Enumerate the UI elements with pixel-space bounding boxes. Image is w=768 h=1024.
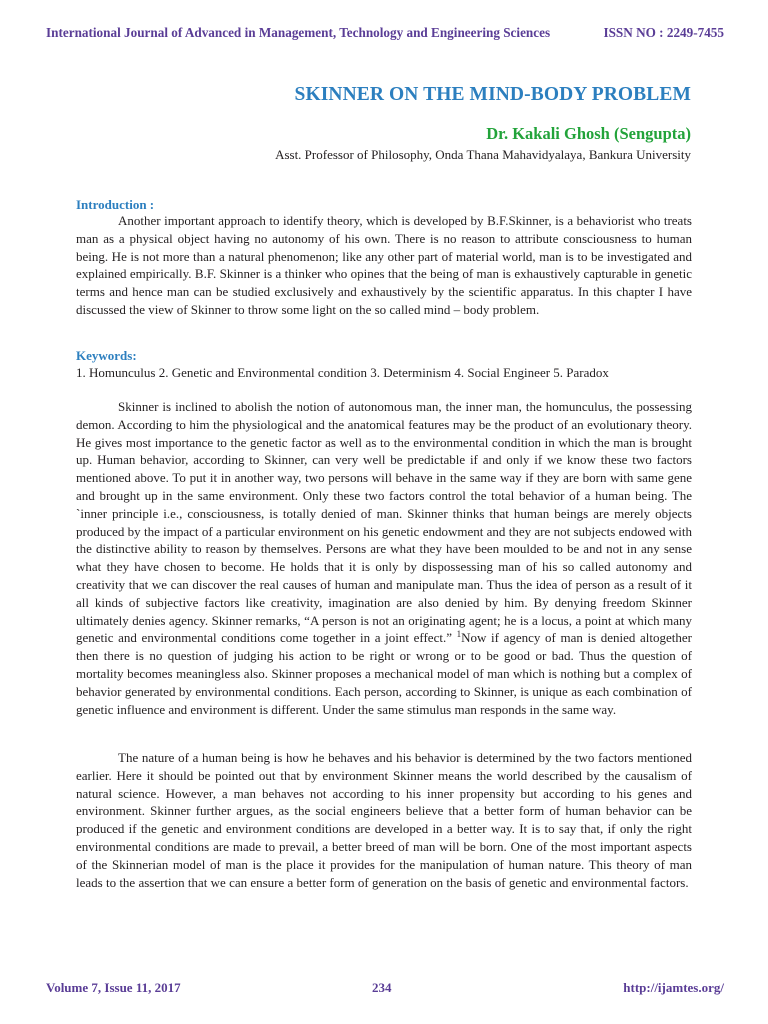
journal-name: International Journal of Advanced in Management, Technology and Engineering Sciences xyxy=(46,25,551,40)
para1-part-a: Skinner is inclined to abolish the notion of autonomous man, the inner man, the homunculus, the possessing demon. According to him the physiological and the anatomical features may be the product of an evolutionary theory. He gives most importance to the genetic factor as well as to the environmental condition in which the man is brought up. Human behavior, according to Skinner, can very well be predictable if and only if we know these two factors mentioned above. To put it in another way, two persons will behave in the same way if they are born with same gene and brought up in the same environment. Only these two factors control the total behavior of a human being. The `inner principle i.e., consciousness, is totally denied of man. Skinner thinks that human beings are merely objects produced by the impact of a particular environment on his genetic endowment and they are not subjects endowed with the distinctive ability to reason by themselves. Persons are what they have been moulded to be and not in any sense what they have chosen to become. He holds that it is only by dispossessing man of his so called autonomy and creativity that we can discover the real causes of human and manipulate man. Thus the idea of person as a result of it all kinds of subjective factors like creativity, imagination are also denied by him. By denying freedom Skinner ultimately denies agency. Skinner remarks, “A person is not an originating agent; he is a locus, a point at which many genetic and environmental conditions come together in a joint effect.” xyxy=(76,399,692,646)
para1-part-b: Now if agency of man is denied altogether then there is no question of judging his action to be right or wrong or to be good or bad. Thus the question of mortality becomes meaningless also. Skinner proposes a mechanical model of man which is nothing but a complex of behavior generated by environmental conditions. Each person, according to Skinner, is unique as each combination of genetic influence and environment is different. Under the same stimulus man responds in the same way. xyxy=(76,630,692,717)
page-footer xyxy=(46,980,724,1000)
footer-volume: Volume 7, Issue 11, 2017 xyxy=(46,980,181,995)
issn-number: ISSN NO : 2249-7455 xyxy=(603,25,724,40)
introduction-text: Another important approach to identify theory, which is developed by B.F.Skinner, is a behaviorist who treats man as a physical object having no autonomy of his own. There is no reason to attribute consciousness to human being. He is not more than a natural phenomenon; like any other part of material world, man is to be investigated and explained empirically. B.F. Skinner is a thinker who opines that the being of man is exhaustively capturable in genetic terms and hence man can be studied exclusively and exhaustively by the scientific apparatus. In this chapter I have discussed the view of Skinner to throw some light on the so called mind – body problem. xyxy=(76,213,692,317)
body-paragraph-2 xyxy=(76,749,692,891)
keywords-list: 1. Homunculus 2. Genetic and Environmental condition 3. Determinism 4. Social Engineer 5. Paradox xyxy=(76,365,609,380)
page-header xyxy=(46,22,724,44)
footnote-ref-1[interactable]: 1 xyxy=(456,629,462,640)
body-paragraph-1 xyxy=(76,398,692,718)
body-paragraph-2-text: The nature of a human being is how he behaves and his behavior is determined by the two factors mentioned earlier. Here it should be pointed out that by environment Skinner means the world described by the causalism of natural science. However, a man behaves not according to his inner propensity but according to his genes and environment. Skinner further argues, as the social engineers believe that a better form of human behavior can be produced if the genetic and environment conditions are developed in a better way. It is to say that, if only the right environmental conditions are made to prevail, a better breed of man will be born. One of the most important aspects of the Skinnerian model of man is the place it provides for the manipulation of human nature. This theory of man leads to the assertion that we can ensure a better form of generation on the basis of genetic and environmental factors. xyxy=(76,750,692,890)
introduction-paragraph xyxy=(76,212,692,319)
footer-page-number: 234 xyxy=(372,980,392,995)
footer-url-link[interactable]: http://ijamtes.org/ xyxy=(623,980,724,995)
introduction-heading: Introduction : xyxy=(76,197,155,212)
author-name: Dr. Kakali Ghosh (Sengupta) xyxy=(486,124,691,143)
keywords-heading: Keywords: xyxy=(76,348,137,363)
article-title: SKINNER ON THE MIND-BODY PROBLEM xyxy=(294,84,691,105)
body-paragraph-1-text xyxy=(76,398,692,718)
author-affiliation: Asst. Professor of Philosophy, Onda Thana Mahavidyalaya, Bankura University xyxy=(275,147,691,162)
